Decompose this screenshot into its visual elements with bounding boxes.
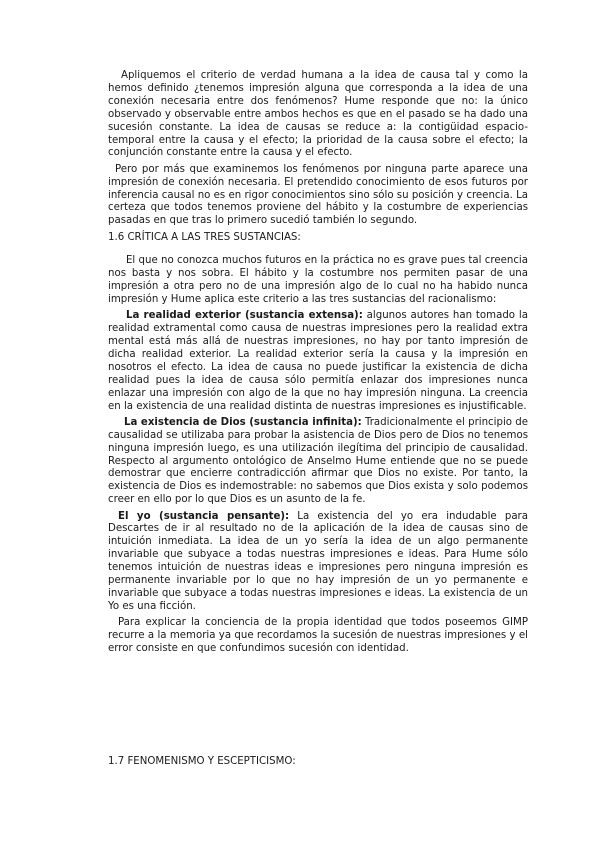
text-the-self: La existencia del yo era indudable para Descartes de ir al resultado no de la aplicación de la idea de causas sino de intuición inmediata. La idea de un yo sería la idea de un algo permanente invariable que subyace a todas nuestras impresiones e ideas. Para Hume sólo tenemos intuición de nuestras ideas e impresiones pero ninguna impresión es permanente invariable por lo que no hay impresión de un yo permanente e invariable que subyace a todas nuestras impresiones e ideas. La existencia de un Yo es una ficción.	[108, 510, 528, 612]
document-body	[108, 70, 528, 659]
paragraph-identity-memory: Para explicar la conciencia de la propia identidad que todos poseemos GIMP recurre a la memoria ya que recordamos la sucesión de nuestras impresiones y el error consiste en que confundimos sucesión con identidad.	[108, 617, 528, 655]
paragraph-the-self	[108, 511, 528, 614]
term-the-self: El yo (sustancia pensante):	[118, 510, 290, 522]
text-external-reality: algunos autores han tomado la realidad extramental como causa de nuestras impresiones pero la realidad extra mental está más allá de nuestras impresiones, no hay por tanto impresión de dicha realidad exterior. La realidad exterior sería la causa y la impresión en nosotros el efecto. La idea de causa no puede justificar la existencia de dicha realidad pues la idea de causa sólo permitía enlazar dos impresiones nunca enlazar una impresión con algo de la que no hay impresión ninguna. La creencia en la existencia de una realidad distinta de nuestras impresiones es injustificable.	[108, 310, 528, 412]
paragraph-external-reality	[108, 310, 528, 413]
paragraph-habit-belief: El que no conozca muchos futuros en la práctica no es grave pues tal creencia nos basta y nos sobra. El hábito y la costumbre nos permiten pasar de una impresión a otra pero no de una impresión algo de lo cual no ha habido nunca impresión y Hume aplica este criterio a las tres sustancias del racionalismo:	[108, 255, 528, 305]
section-heading-critica: 1.6 CRÍTICA A LAS TRES SUSTANCIAS:	[108, 232, 301, 244]
term-god-existence: La existencia de Dios (sustancia infinita):	[124, 416, 362, 428]
text-god-existence: Tradicionalmente el principio de causalidad se utilizaba para probar la asistencia de Dios pero de Dios no tenemos ninguna impresión luego, es una utilización ilegítima del principio de causalidad. Respecto al argumento ontológico de Anselmo Hume entiende que no se puede demostrar que encierre contradicción afirmar que Dios no existe. Por tanto, la existencia de Dios es indemostrable: no sabemos que Dios exista y solo podemos creer en ello por lo que Dios es un asunto de la fe.	[108, 416, 528, 506]
section-heading-fenomenismo: 1.7 FENOMENISMO Y ESCEPTICISMO:	[108, 756, 296, 767]
term-external-reality: La realidad exterior (sustancia extensa):	[126, 310, 363, 322]
paragraph-god-existence	[108, 417, 528, 507]
paragraph-necessary-connection: Pero por más que examinemos los fenómenos por ninguna parte aparece una impresión de conexión necesaria. El pretendido conocimiento de esos futuros por inferencia causal no es en rigor conocimientos sino sólo su posición y creencia. La certeza que todos tenemos proviene del hábito y la costumbre de experiencias pasadas en que tras lo primero sucedió también lo segundo.	[108, 163, 528, 227]
paragraph-causal-criterion: Apliquemos el criterio de verdad humana a la idea de causa tal y como la hemos definido ¿tenemos impresión alguna que corresponda a la idea de una conexión necesaria entre dos fenómenos? Hume responde que no: la único observado y observable entre ambos hechos es que en el pasado se ha dado una sucesión constante. La idea de causas se reduce a: la contigüidad espacio-temporal entre la causa y el efecto; la prioridad de la causa sobre el efecto; la conjunción constante entre la causa y el efecto.	[108, 70, 528, 159]
